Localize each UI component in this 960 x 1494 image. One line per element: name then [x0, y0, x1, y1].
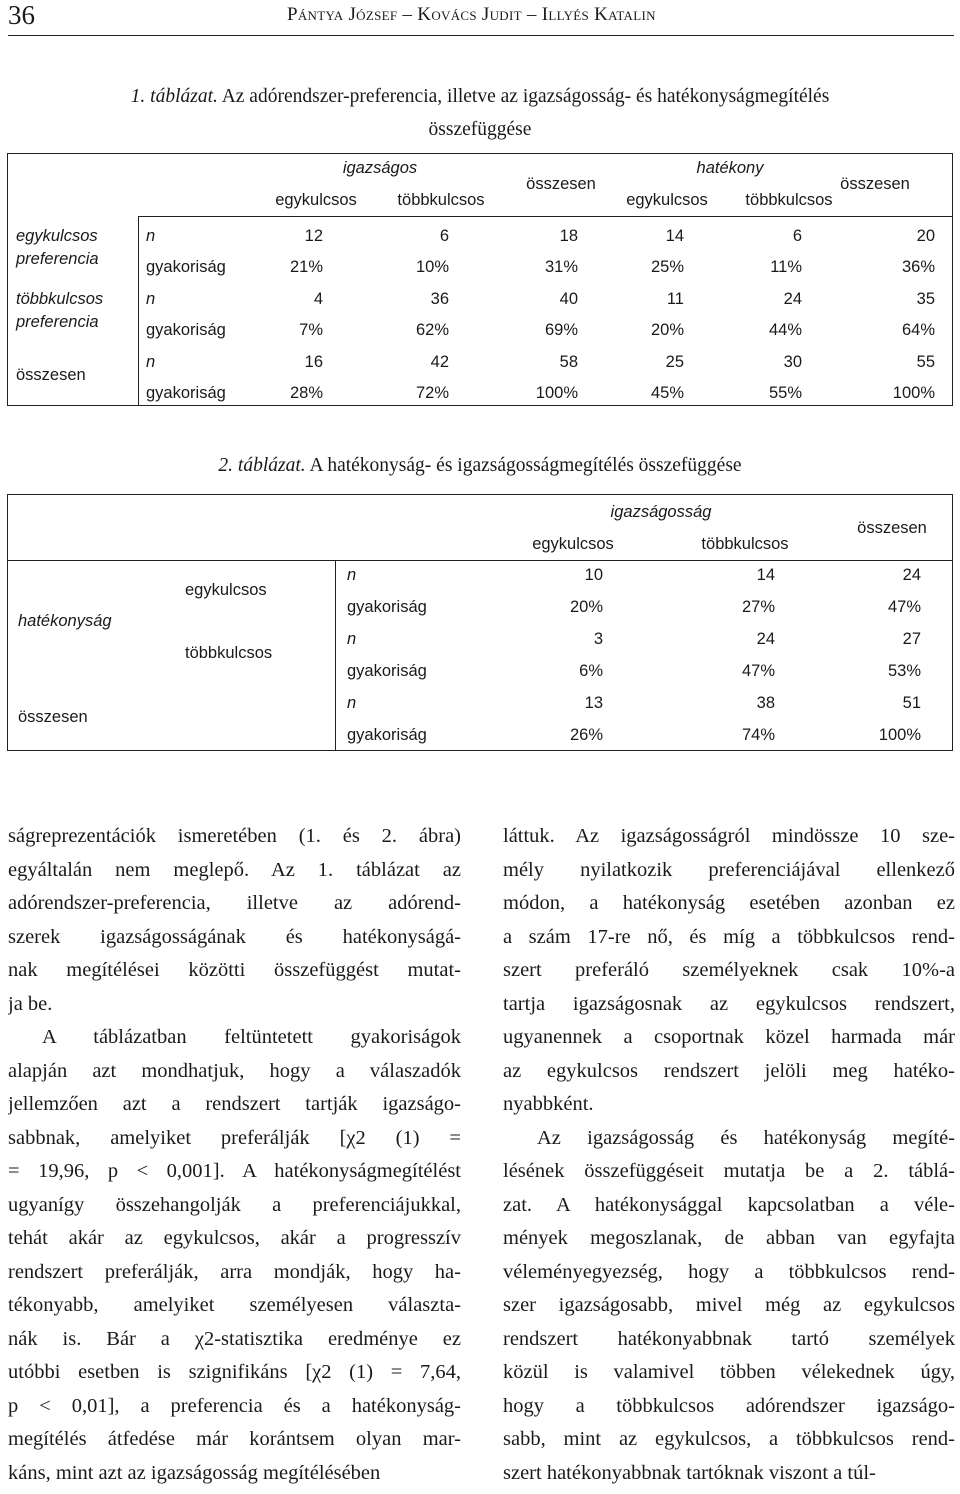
table2-header-rule: [8, 560, 952, 561]
body-line: sabbnak, amelyiket preferálják [χ2 (1) =: [8, 1126, 461, 1149]
body-line: ugyanennek a csoportnak közel harmada már: [503, 1026, 955, 1048]
t2-cell-r6-c1: 26%: [569, 726, 603, 744]
t2-subheader-egykulcsos: egykulcsos: [532, 535, 614, 553]
t1-row-label-preferencia-1: preferencia: [16, 250, 99, 268]
t2-row-2-label: gyakoriság: [347, 598, 427, 616]
t1-cell-r6-c4: 45%: [650, 384, 684, 402]
t2-row-1-label: n: [347, 566, 357, 584]
t2-header-igazsagossag: igazságosság: [610, 503, 712, 521]
table1-caption: [0, 80, 960, 146]
t2-cell-r4-c3: 53%: [887, 662, 921, 680]
t1-cell-r1-c2: 6: [439, 227, 449, 245]
t2-cell-r2-c1: 20%: [569, 598, 603, 616]
body-line: megítélés átfedése már korántsem olyan mar-: [8, 1428, 461, 1450]
t2-subheader-tobbkulcsos: többkulcsos: [701, 535, 789, 553]
t1-cell-r3-c2: 36: [430, 290, 449, 308]
body-line: ugyanígy összehangolják a preferenciájukkal,: [8, 1193, 461, 1216]
body-line: közül is valamivel többen vélekednek úgy,: [503, 1361, 955, 1383]
t2-row-4-label: gyakoriság: [347, 662, 427, 680]
t1-cell-r2-c3: 31%: [544, 258, 578, 276]
t1-cell-r2-c2: 10%: [415, 258, 449, 276]
t2-cell-r2-c3: 47%: [887, 598, 921, 616]
t1-row-label-preferencia-2: preferencia: [16, 313, 99, 331]
t2-cell-r5-c3: 51: [902, 694, 921, 712]
t1-cell-r5-c6: 55: [916, 353, 935, 371]
body-line: láttuk. Az igazságosságról mindössze 10 sze-: [503, 825, 955, 847]
t2-row-label-egykulcsos: egykulcsos: [185, 581, 267, 599]
t2-cell-r5-c1: 13: [584, 694, 603, 712]
t1-cell-r4-c2: 62%: [415, 321, 449, 339]
t1-cell-r5-c1: 16: [304, 353, 323, 371]
table2-caption-text: A hatékonyság- és igazságosságmegítélés összefüggése: [305, 455, 742, 476]
t1-row-3-label: n: [146, 290, 156, 308]
t1-row-label-tobbkulcsos: többkulcsos: [16, 290, 104, 308]
table2-divider: [335, 560, 336, 750]
body-line: = 19,96, p < 0,001]. A hatékonyságmegítélést: [8, 1160, 461, 1182]
t2-header-osszesen: összesen: [857, 519, 927, 537]
body-line: lésének összefüggéseit mutatja be a 2. táblá-: [503, 1160, 955, 1182]
t2-cell-r5-c2: 38: [756, 694, 775, 712]
body-line: ságreprezentációk ismeretében (1. és 2. ábra): [8, 825, 461, 847]
t1-cell-r5-c5: 30: [783, 353, 802, 371]
t2-row-group-hatekonysag: hatékonyság: [18, 612, 112, 630]
body-line: sabb, mint az egykulcsos, a többkulcsos rend-: [503, 1428, 955, 1450]
t1-subheader-tobbkulcsos-1: többkulcsos: [397, 191, 485, 209]
t1-cell-r1-c6: 20: [916, 227, 935, 245]
t1-cell-r2-c1: 21%: [289, 258, 323, 276]
t2-cell-r1-c1: 10: [584, 566, 603, 584]
body-line: jellemzően azt a rendszert tartják igazságo-: [8, 1093, 461, 1115]
t1-header-hatekony: hatékony: [696, 159, 764, 177]
body-line: az egykulcsos rendszert jelöli meg hatéko-: [503, 1059, 955, 1082]
t1-cell-r2-c6: 36%: [901, 258, 935, 276]
body-line: egyáltalán nem meglepő. Az 1. táblázat az: [8, 858, 461, 881]
body-left-column: [8, 820, 461, 1490]
body-line: nak megítélései közötti összefüggést mutat-: [8, 959, 461, 981]
t2-row-3-label: n: [347, 630, 357, 648]
body-line: tehát akár az egykulcsos, akár a progresszív: [8, 1227, 461, 1249]
body-line: módon, a hatékonyság esetében azonban ez: [503, 892, 955, 914]
table1-header-rule: [138, 216, 953, 217]
t1-row-6-label: gyakoriság: [146, 384, 226, 402]
t1-cell-r3-c5: 24: [783, 290, 802, 308]
t1-cell-r6-c3: 100%: [535, 384, 578, 402]
t1-cell-r4-c6: 64%: [901, 321, 935, 339]
page-number: 36: [8, 0, 35, 30]
body-line: szerek igazságosságának és hatékonyságá-: [8, 925, 461, 948]
t2-cell-r2-c2: 27%: [741, 598, 775, 616]
t1-cell-r4-c3: 69%: [544, 321, 578, 339]
t1-cell-r5-c2: 42: [430, 353, 449, 371]
t1-cell-r3-c1: 4: [313, 290, 323, 308]
body-line: nák is. Bár a χ2-statisztika eredménye ez: [8, 1327, 461, 1350]
t1-cell-r3-c4: 11: [666, 290, 684, 308]
t2-cell-r1-c3: 24: [902, 566, 921, 584]
t2-cell-r4-c1: 6%: [579, 662, 603, 680]
t1-cell-r1-c4: 14: [665, 227, 684, 245]
body-line: hogy a többkulcsos adórendszer igazságo-: [503, 1394, 955, 1417]
table1-caption-text-2: összefüggése: [428, 119, 532, 140]
body-line: káns, mint azt az igazságosság megítélésében: [8, 1461, 381, 1484]
t1-row-5-label: n: [146, 353, 156, 371]
body-line: tékonyabb, amelyiket személyesen választa-: [8, 1294, 461, 1316]
t1-subheader-egykulcsos-2: egykulcsos: [626, 191, 708, 209]
body-line: adórendszer-preferencia, illetve az adórend-: [8, 892, 461, 914]
table2-caption-label: 2. táblázat.: [218, 455, 306, 476]
body-line: ja be.: [8, 992, 53, 1015]
t2-cell-r3-c3: 27: [902, 630, 921, 648]
table2: [7, 494, 953, 751]
t1-header-osszesen-1: összesen: [526, 175, 596, 193]
t1-cell-r5-c3: 58: [559, 353, 578, 371]
body-line: tartja igazságosnak az egykulcsos rendszert,: [503, 992, 955, 1015]
t1-row-label-osszesen: összesen: [16, 366, 86, 384]
body-line: véleményegyezség, hogy a többkulcsos rend-: [503, 1260, 955, 1283]
t2-row-6-label: gyakoriság: [347, 726, 427, 744]
table1: [7, 153, 953, 406]
body-line: utóbbi esetben is szignifikáns [χ2 (1) = 7,64,: [8, 1361, 461, 1383]
t1-cell-r3-c3: 40: [559, 290, 578, 308]
t1-cell-r1-c3: 18: [559, 227, 578, 245]
table1-divider: [138, 216, 139, 406]
t1-cell-r3-c6: 35: [916, 290, 935, 308]
table2-caption: [170, 449, 790, 482]
t2-row-label-tobbkulcsos: többkulcsos: [185, 644, 273, 662]
running-head-authors: Pántya József – Kovács Judit – Illyés Katalin: [287, 4, 656, 25]
body-line: szert hatékonyabbnak tartóknak viszont a túl-: [503, 1461, 876, 1484]
t1-cell-r6-c5: 55%: [768, 384, 802, 402]
body-right-column: [503, 820, 955, 1490]
t1-cell-r2-c4: 25%: [650, 258, 684, 276]
table1-caption-text: Az adórendszer-preferencia, illetve az igazságosság- és hatékonyságmegítélés: [217, 86, 830, 107]
t2-cell-r3-c1: 3: [593, 630, 603, 648]
t1-header-igazsagos: igazságos: [342, 159, 418, 177]
t1-cell-r4-c1: 7%: [299, 321, 323, 339]
t1-row-2-label: gyakoriság: [146, 258, 226, 276]
body-line: szer igazságosabb, mivel még az egykulcsos: [503, 1294, 955, 1316]
t2-cell-r4-c2: 47%: [741, 662, 775, 680]
body-line: zat. A hatékonysággal kapcsolatban a véle-: [503, 1193, 955, 1216]
t1-row-4-label: gyakoriság: [146, 321, 226, 339]
body-line: nyabbként.: [503, 1093, 594, 1115]
t1-cell-r1-c1: 12: [304, 227, 323, 245]
t1-cell-r6-c6: 100%: [892, 384, 935, 402]
t1-cell-r6-c2: 72%: [415, 384, 449, 402]
t1-cell-r4-c5: 44%: [768, 321, 802, 339]
t1-cell-r2-c5: 11%: [770, 258, 802, 276]
t2-cell-r1-c2: 14: [756, 566, 775, 584]
t2-cell-r6-c2: 74%: [741, 726, 775, 744]
body-line: p < 0,01], a preferencia és a hatékonyság-: [8, 1394, 461, 1417]
body-line: alapján azt mondhatjuk, hogy a válaszadók: [8, 1059, 461, 1082]
t2-cell-r3-c2: 24: [756, 630, 775, 648]
body-line: mények megoszlanak, de abban van egyfajta: [503, 1227, 955, 1249]
body-line: A táblázatban feltüntetett gyakoriságok: [42, 1026, 461, 1048]
table1-caption-label: 1. táblázat.: [130, 86, 218, 107]
body-line: rendszert hatékonyabbnak tartó személyek: [503, 1327, 955, 1350]
t1-cell-r4-c4: 20%: [650, 321, 684, 339]
t1-row-1-label: n: [146, 227, 156, 245]
t1-subheader-tobbkulcsos-2: többkulcsos: [745, 191, 833, 209]
t1-row-label-egykulcsos: egykulcsos: [16, 227, 98, 245]
t1-cell-r1-c5: 6: [792, 227, 802, 245]
t2-row-5-label: n: [347, 694, 357, 712]
t1-header-osszesen-2: összesen: [840, 175, 910, 193]
body-line: szert preferáló személyeknek csak 10%-a: [503, 959, 955, 981]
body-line: Az igazságosság és hatékonyság megíté-: [537, 1126, 955, 1149]
t2-row-label-osszesen: összesen: [18, 708, 88, 726]
body-line: mély nyilatkozik preferenciájával ellenkező: [503, 858, 955, 881]
header-rule: [8, 35, 954, 36]
t1-cell-r6-c1: 28%: [289, 384, 323, 402]
t2-cell-r6-c3: 100%: [878, 726, 921, 744]
t1-cell-r5-c4: 25: [665, 353, 684, 371]
t1-subheader-egykulcsos-1: egykulcsos: [275, 191, 357, 209]
body-line: rendszert preferálják, arra mondják, hogy ha-: [8, 1260, 461, 1283]
body-line: a szám 17-re nő, és míg a többkulcsos rend-: [503, 925, 955, 948]
